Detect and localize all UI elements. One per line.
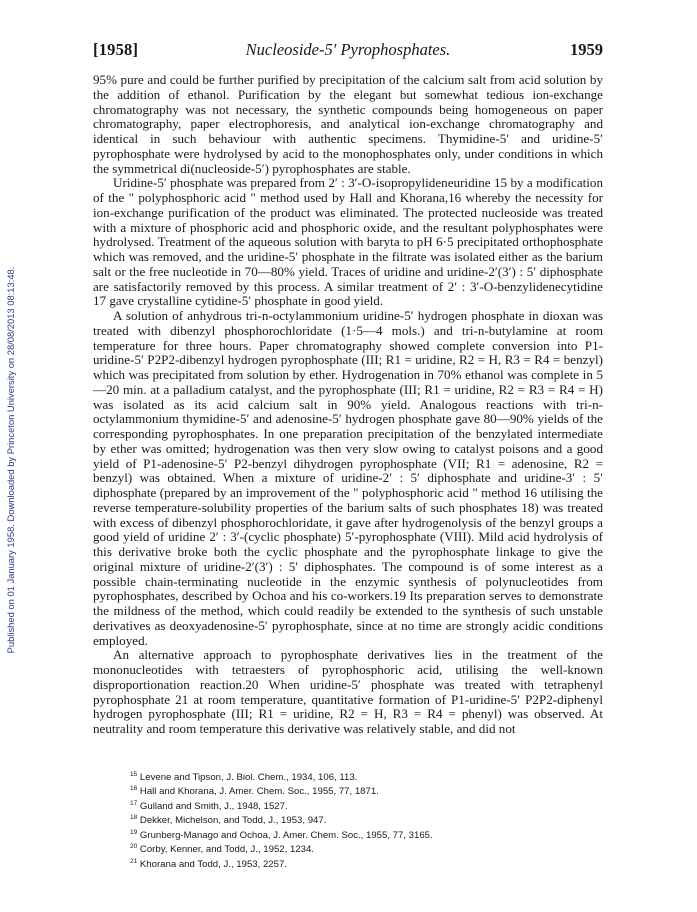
running-header (93, 40, 603, 62)
footnote (130, 798, 600, 812)
footnote-number: 19 (130, 828, 138, 836)
footnote-number: 18 (130, 814, 138, 822)
running-title: Nucleoside-5′ Pyrophosphates. (245, 40, 451, 59)
footnote-text: Grunberg-Manago and Ochoa, J. Amer. Chem. Soc., 1955, 77, 3165. (139, 830, 433, 842)
footnote (130, 812, 600, 826)
footnote-text: Levene and Tipson, J. Biol. Chem., 1934, 106, 113. (139, 772, 358, 784)
article-body (93, 73, 603, 737)
footnote (130, 827, 600, 841)
paragraph: Uridine-5′ phosphate was prepared from 2′ : 3′-O-isopropylideneuridine 15 by a modification of the " polyphosphoric acid " method used by Hall and Khorana,16 whereby the necessity for ion-exchange purification of the product was eliminated. The protected nucleoside was treated with a mixture of phosphoric acid and phosphoric oxide, and the resultant polyphosphates were hydrolysed. Treatment of the aqueous solution with baryta to pH 6·5 precipitated orthophosphate which was removed, and the uridine-5′ phosphate in the filtrate was isolated either as the barium salt or the free nucleotide in 70—80% yield. Traces of uridine and uridine-2′(3′) : 5′ diphosphate are satisfactorily removed by this process. A similar treatment of 2′ : 3′-O-benzylidenecytidine 17 gave crystalline cytidine-5′ phosphate in good yield. (93, 175, 603, 309)
footnote-number: 16 (130, 785, 138, 793)
footnote-text: Khorana and Todd, J., 1953, 2257. (139, 859, 287, 871)
footnote-text: Dekker, Michelson, and Todd, J., 1953, 947. (139, 815, 327, 827)
page-number: 1959 (570, 40, 603, 59)
footnote (130, 856, 600, 870)
journal-year: [1958] (93, 40, 139, 59)
footnote-number: 17 (130, 799, 138, 807)
paragraph: 95% pure and could be further purified by precipitation of the calcium salt from acid solution by the addition of ethanol. Purification by the elegant but somewhat tedious ion-exchange chromatography was not necessary, the synthetic compounds being homogeneous on paper chromatography, paper electrophoresis, and analytical ion-exchange chromatography and identical in such behaviour with authentic specimens. Thymidine-5′ and uridine-5′ pyrophosphate were hydrolysed by acid to the monophosphates only, under conditions in which the symmetrical di(nucleoside-5′) pyrophosphates are stable. (93, 72, 603, 176)
footnote-text: Gulland and Smith, J., 1948, 1527. (139, 801, 288, 813)
footnote-text: Corby, Kenner, and Todd, J., 1952, 1234. (139, 844, 314, 856)
footnote-text: Hall and Khorana, J. Amer. Chem. Soc., 1955, 77, 1871. (139, 786, 379, 798)
download-notice-text: Published on 01 January 1958. Downloaded by Princeton University on 28/08/2013 08:13:48. (5, 266, 16, 654)
download-notice (4, 150, 18, 770)
paragraph: A solution of anhydrous tri-n-octylammonium uridine-5′ hydrogen phosphate in dioxan was treated with dibenzyl phosphorochloridate (1·5—4 mols.) and tri-n-butylamine at room temperature for three hours. Paper chromatography showed complete conversion into P1-uridine-5′ P2P2-dibenzyl hydrogen pyrophosphate (III; R1 = uridine, R2 = H, R3 = R4 = benzyl) which was precipitated from solution by ether. Hydrogenation in 70% ethanol was complete in 5—20 min. at a palladium catalyst, and the pyrophosphate (III; R1 = uridine, R2 = R3 = R4 = H) was isolated as its acid calcium salt in 90% yield. Analogous reactions with tri-n-octylammonium thymidine-5′ and adenosine-5′ hydrogen phosphate gave 80—90% yields of the corresponding pyrophosphates. In one preparation precipitation of the benzylated intermediate by ether was omitted; hydrogenation was then very slow owing to catalyst poisons and a good yield of P1-adenosine-5′ P2-benzyl dihydrogen pyrophosphate (VII; R1 = adenosine, R2 = benzyl) was obtained. When a mixture of uridine-2′ : 5′ diphosphate and uridine-3′ : 5′ diphosphate (prepared by an improvement of the " polyphosphoric acid " method 16 utilising the reverse temperature-solubility properties of the barium salts of such phosphates 18) was treated with excess of dibenzyl phosphorochloridate, it gave after hydrogenolysis of the benzyl groups a good yield of uridine 2′ : 3′-(cyclic phosphate) 5′-pyrophosphate (VIII). Mild acid hydrolysis of this derivative broke both the cyclic phosphate and the pyrophosphate linkage to give the original mixture of uridine-2′(3′) : 5′ diphosphates. The compound is of some interest as a possible chain-terminating nucleotide in the enzymic synthesis of polynucleotides from pyrophosphates, described by Ochoa and his co-workers.19 Its preparation serves to demonstrate the mildness of the method, which could readily be extended to the synthesis of such unstable derivatives as deoxyadenosine-5′ pyrophosphate, since at no time are strongly acidic conditions employed. (93, 308, 603, 648)
footnote-number: 15 (130, 771, 138, 778)
paragraph: An alternative approach to pyrophosphate derivatives lies in the treatment of the mononucleotides with tetraesters of pyrophosphoric acid, utilising the well-known disproportionation reaction.20 When uridine-5′ phosphate was treated with tetraphenyl pyrophosphate 21 at room temperature, quantitative formation of P1-uridine-5′ P2P2-diphenyl hydrogen pyrophosphate (III; R1 = uridine, R2 = H, R3 = R4 = phenyl) was observed. At neutrality and room temperature this derivative was relatively stable, and did not (93, 647, 603, 736)
footnotes (130, 769, 600, 870)
footnote (130, 783, 600, 797)
footnote-number: 20 (130, 843, 138, 851)
footnote-number: 21 (130, 857, 138, 865)
footnote (130, 769, 600, 783)
footnote (130, 841, 600, 855)
